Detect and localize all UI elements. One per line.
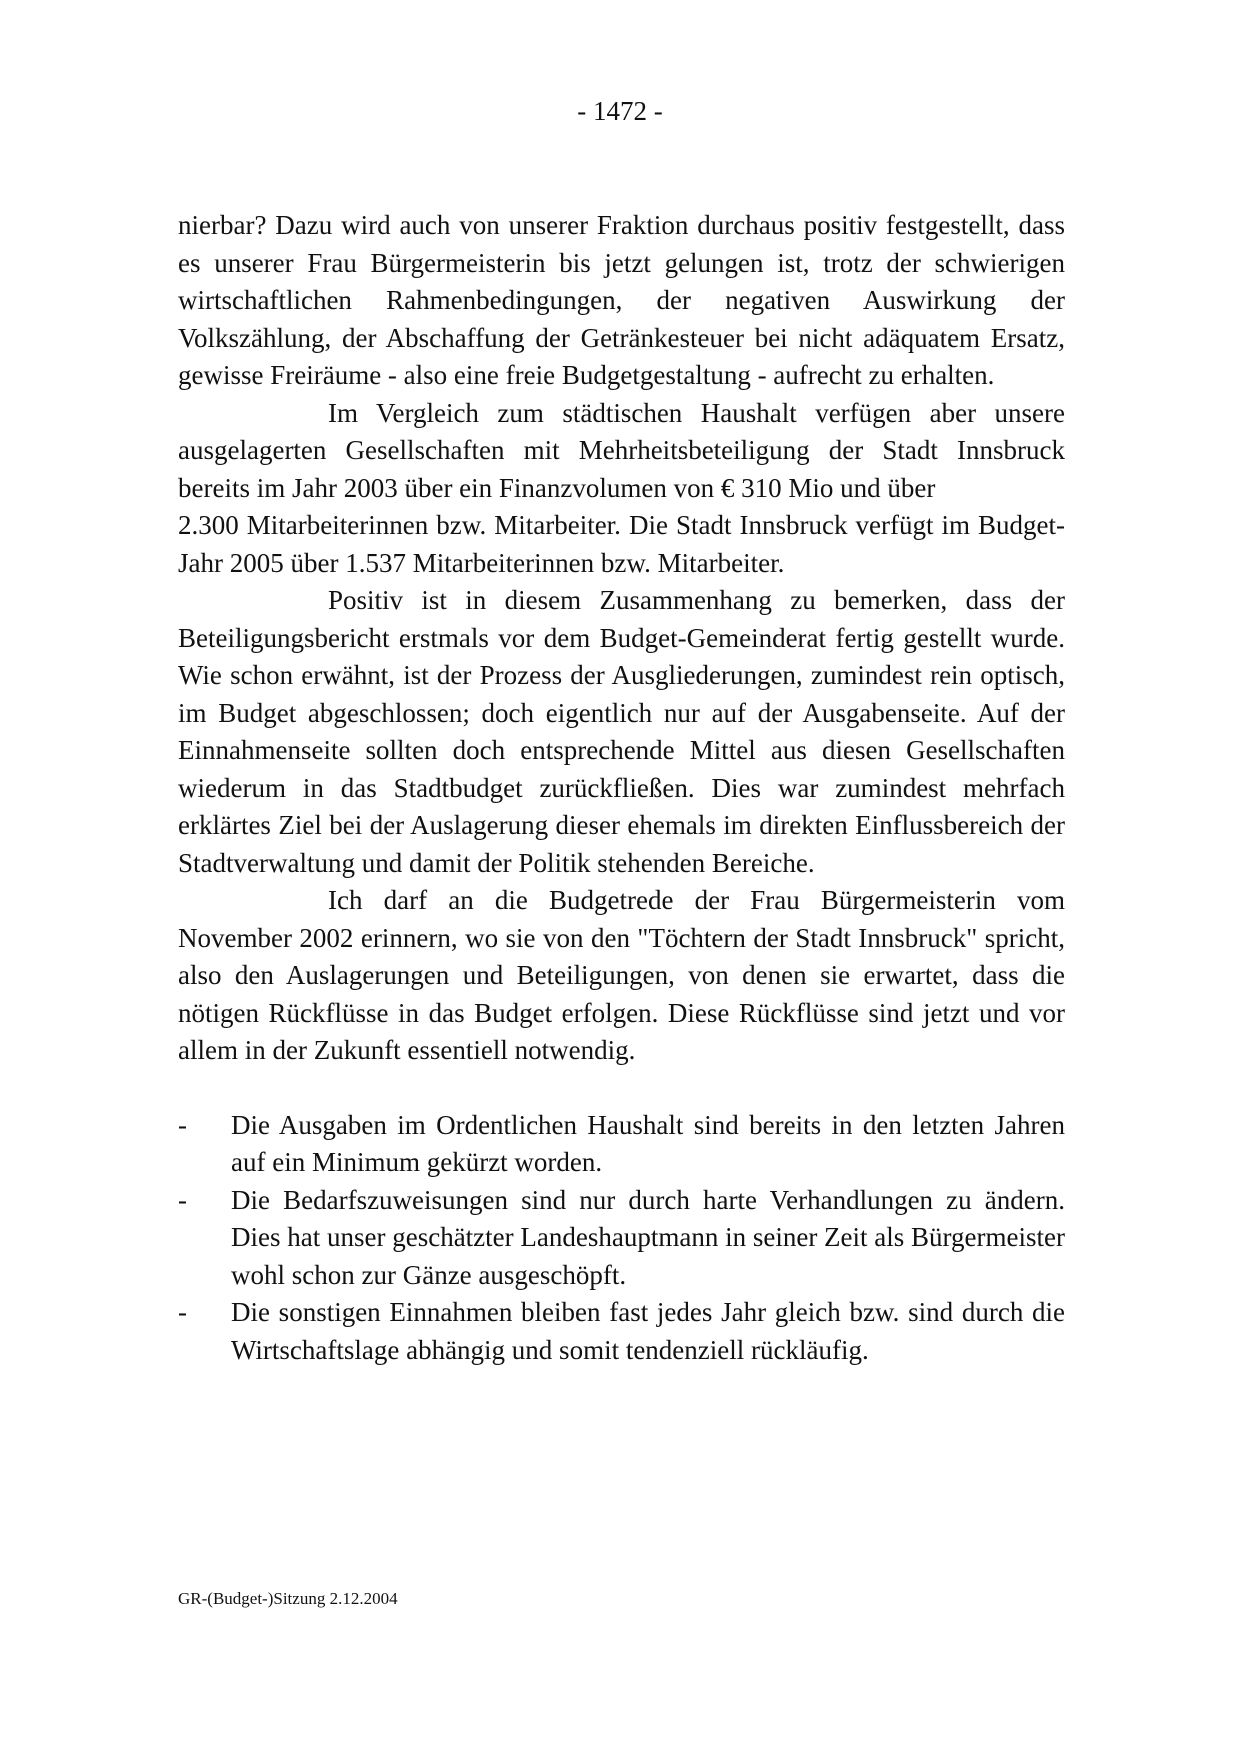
- bullet-marker: -: [178, 1297, 187, 1327]
- bullet-text: Die Ausgaben im Ordentlichen Haushalt sind bereits in den letzten Jahren auf ein Minimum gekürzt worden.: [231, 1109, 1065, 1177]
- paragraph-finance-volume-part-1: Im Vergleich zum städtischen Haushalt verfügen aber unsere ausgelagerten Gesellschaften mit Mehrheitsbeteiligung der Stadt Innsbruck bereits im Jahr 2003 über ein Finanzvolumen von € 310 Mio und über: [178, 397, 1065, 503]
- paragraph-participation-report: Positiv ist in diesem Zusammenhang zu bemerken, dass der Beteiligungsbericht erstmals vor dem Budget-Gemeinderat fertig gestellt wurde. Wie schon erwähnt, ist der Prozess der Ausgliederungen, zumindest rein optisch, im Budget abgeschlossen; doch eigentlich nur auf der Ausgabenseite. Auf der Einnahmenseite sollten doch entsprechende Mittel aus diesen Gesellschaften wiederum in das Stadtbudget zurückfließen. Dies war zumindest mehrfach erklärtes Ziel bei der Auslagerung dieser ehemals im direkten Einflussbereich der Stadtverwaltung und damit der Politik stehenden Bereiche.: [178, 585, 1065, 878]
- list-item: [178, 1294, 1065, 1369]
- paragraph-finance-volume: [178, 395, 1065, 583]
- bullet-marker: -: [178, 1109, 187, 1140]
- list-item: [178, 1182, 1065, 1295]
- list-item: [178, 1107, 1065, 1182]
- footer-session-label: GR-(Budget-)Sitzung 2.12.2004: [178, 1589, 398, 1608]
- paragraph-continuation: nierbar? Dazu wird auch von unserer Fraktion durchaus positiv festgestellt, dass es unserer Frau Bürgermeisterin bis jetzt gelungen ist, trotz der schwierigen wirtschaftlichen Rahmenbedingungen, der negativen Auswirkung der Volkszählung, der Abschaffung der Getränkesteuer bei nicht adäquatem Ersatz, gewisse Freiräume - also eine freie Budgetgestaltung - aufrecht zu erhalten.: [178, 210, 1065, 390]
- page-number: - 1472 -: [577, 96, 663, 126]
- paragraph-finance-volume-part-2: 2.300 Mitarbeiterinnen bzw. Mitarbeiter. Die Stadt Innsbruck verfügt im Budget-Jahr 2005 über 1.537 Mitarbeiterinnen bzw. Mitarbeiter.: [178, 510, 1065, 578]
- bullet-marker: -: [178, 1184, 187, 1215]
- bullet-list: [178, 1107, 1065, 1370]
- bullet-text: Die sonstigen Einnahmen bleiben fast jedes Jahr gleich bzw. sind durch die Wirtschaftslage abhängig und somit tendenziell rückläufig.: [231, 1297, 1065, 1365]
- paragraph-budget-speech: Ich darf an die Budgetrede der Frau Bürgermeisterin vom November 2002 erinnern, wo sie von den "Töchtern der Stadt Innsbruck" spricht, also den Auslagerungen und Beteiligungen, von denen sie erwartet, dass die nötigen Rückflüsse in das Budget erfolgen. Diese Rückflüsse sind jetzt und vor allem in der Zukunft essentiell notwendig.: [178, 885, 1065, 1065]
- document-body: [178, 207, 1065, 1369]
- bullet-text: Die Bedarfszuweisungen sind nur durch harte Verhandlungen zu ändern. Dies hat unser geschätzter Landeshauptmann in seiner Zeit als Bürgermeister wohl schon zur Gänze ausgeschöpft.: [231, 1184, 1065, 1290]
